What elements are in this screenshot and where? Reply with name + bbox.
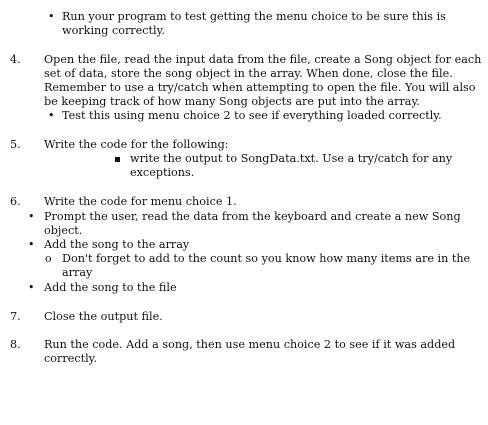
item-4-sub-bullet: Test this using menu choice 2 to see if everything loaded correctly. [62, 109, 442, 122]
circle-bullet-marker: o [45, 252, 52, 265]
bullet-marker: • [28, 281, 35, 294]
square-bullet-icon [115, 157, 120, 162]
item-4-line-4: be keeping track of how many Song objects are put into the array. [44, 95, 420, 108]
cont-item-line-1: Run your program to test getting the menu choice to be sure this is [62, 10, 446, 23]
item-4-number: 4. [10, 53, 21, 66]
item-6-bullet-1-line-1: Prompt the user, read the data from the keyboard and create a new Song [44, 210, 461, 223]
item-6-circle-line-1: Don't forget to add to the count so you know how many items are in the [62, 252, 471, 265]
item-4-line-2: set of data, store the song object in the array. When done, close the file. [44, 67, 453, 80]
item-6-line: Write the code for menu choice 1. [44, 195, 237, 208]
bullet-marker: • [28, 210, 35, 223]
bullet-marker: • [48, 10, 55, 23]
item-7-line: Close the output file. [44, 310, 163, 323]
item-5-number: 5. [10, 138, 21, 151]
cont-item-line-2: working correctly. [62, 24, 165, 37]
item-8-line-2: correctly. [44, 352, 98, 365]
item-5-sub-line-1: write the output to SongData.txt. Use a try/catch for any [130, 152, 453, 165]
item-8-line-1: Run the code. Add a song, then use menu choice 2 to see if it was added [44, 338, 456, 351]
item-6-bullet-1-line-2: object. [44, 224, 83, 237]
bullet-marker: • [28, 238, 35, 251]
item-8-number: 8. [10, 338, 21, 351]
item-6-circle-line-2: array [62, 266, 93, 279]
item-5-line: Write the code for the following: [44, 138, 229, 151]
bullet-marker: • [48, 109, 55, 122]
item-6-bullet-2: Add the song to the array [44, 238, 190, 251]
item-4-line-1: Open the file, read the input data from the file, create a Song object for each [44, 53, 482, 66]
item-6-number: 6. [10, 195, 21, 208]
item-7-number: 7. [10, 310, 21, 323]
item-5-sub-line-2: exceptions. [130, 166, 195, 179]
item-4-line-3: Remember to use a try/catch when attempting to open the file. You will also [44, 81, 476, 94]
item-6-bullet-3: Add the song to the file [44, 281, 177, 294]
